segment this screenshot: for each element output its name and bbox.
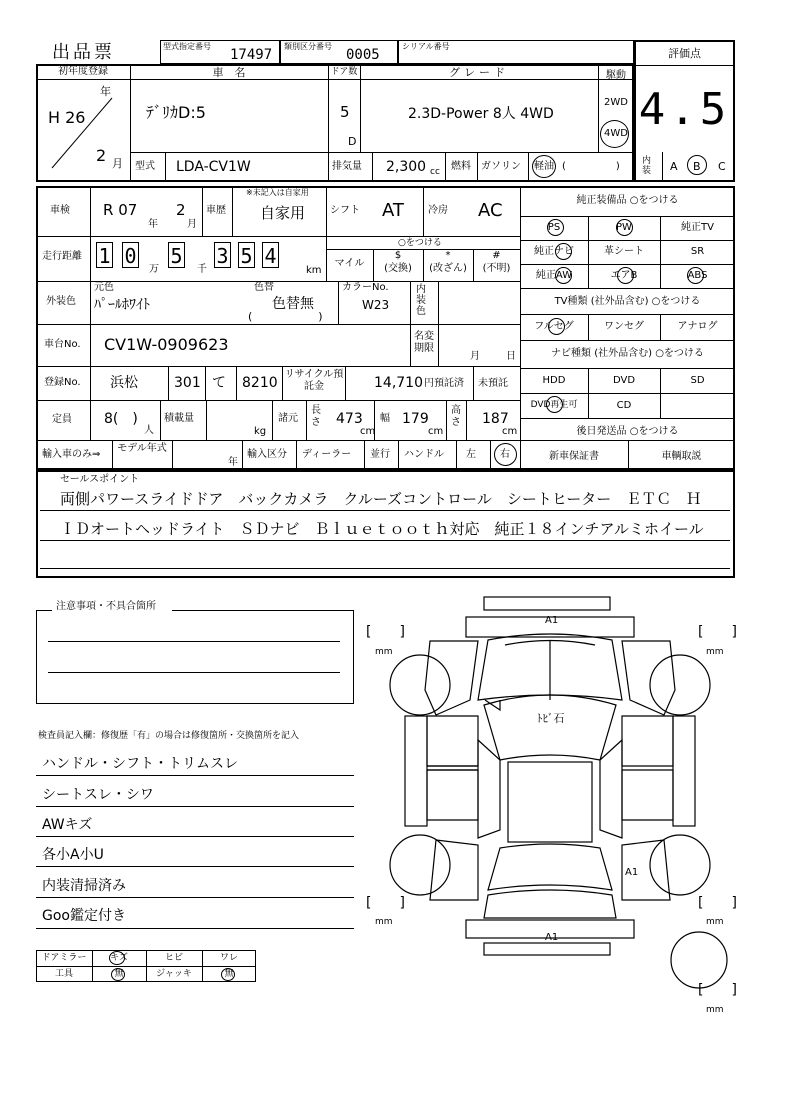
inspector-label: 検査員記入欄：修復歴「有」の場合は修復箇所・交換箇所を記入 xyxy=(38,731,300,741)
model-type: LDA-CV1W xyxy=(176,159,251,175)
load-label: 積載量 xyxy=(164,413,194,424)
mileage-opt-top: $ xyxy=(394,250,402,261)
repaint-paren: ( ) xyxy=(248,310,323,323)
interior-grade-a: A xyxy=(670,160,678,173)
equip-tv: 純正TV xyxy=(681,222,714,233)
height-value: 187 xyxy=(482,411,509,427)
width-value: 179 xyxy=(402,411,429,427)
interior-grade-c: C xyxy=(718,160,726,173)
parallel-option: 並行 xyxy=(370,449,390,460)
a1-right: A1 xyxy=(625,867,639,878)
handle-right: 右 xyxy=(500,449,510,460)
mileage-label: 走行距離 xyxy=(42,251,82,262)
name-change-label: 名変期限 xyxy=(414,331,434,354)
mm-rl: mm xyxy=(375,917,393,927)
nav-dvd: DVD xyxy=(612,375,636,386)
equip-airbag: エアB xyxy=(610,270,638,281)
height-label: 高さ xyxy=(451,405,461,428)
km-unit: km xyxy=(306,265,322,276)
bracket-rr: [ ] xyxy=(698,895,737,911)
grade-label: グレード xyxy=(449,66,509,79)
drive-2wd: 2WD xyxy=(604,97,628,108)
category-label: 類別区分番号 xyxy=(284,42,332,51)
name-change-day: 日 xyxy=(506,351,516,362)
recycle-value: 14,710 xyxy=(374,375,423,391)
inspection-era: R 07 xyxy=(103,201,138,219)
grade-value: 2.3D-Power 8人 4WD xyxy=(408,106,554,122)
length-cm: cm xyxy=(360,426,376,437)
mileage-digit: 5 xyxy=(238,242,255,268)
tv-title: TV種類 (社外品含む) ○をつける xyxy=(554,296,701,307)
length-value: 473 xyxy=(336,411,363,427)
equip-navi: 純正ナビ xyxy=(534,246,574,257)
recycle-unit: 円預託済 xyxy=(424,378,464,389)
nav-dvd-playback: DVD再生可 xyxy=(530,400,578,410)
mileage-digit: 3 xyxy=(214,242,231,268)
note-line-2: シートスレ・シワ xyxy=(42,787,154,803)
equip-sr: SR xyxy=(690,246,705,257)
handle-label: ハンドル xyxy=(404,449,444,460)
score-label: 評価点 xyxy=(668,47,701,60)
mileage-opt-bottom: マイル xyxy=(334,258,365,269)
import-label: 輸入車のみ⇒ xyxy=(42,449,101,460)
tv-fullseg: フルセグ xyxy=(534,321,574,332)
mm-spare: mm xyxy=(706,1005,724,1015)
a1-rear: A1 xyxy=(545,932,559,943)
ship-title: 後日発送品 ○をつける xyxy=(576,426,679,437)
note-line-3: AWキズ xyxy=(42,817,93,833)
repaint-value: 色替無 xyxy=(272,296,314,312)
sen-unit: 千 xyxy=(197,264,207,275)
recycle-label: リサイクル預託金 xyxy=(284,369,344,392)
doors-label: ドア数 xyxy=(330,67,358,77)
model-year-unit: 年 xyxy=(228,457,238,468)
mileage-opt-bottom: (不明) xyxy=(482,263,511,274)
equipment-title: 純正装備品 ○をつける xyxy=(576,195,679,206)
nav-cd: CD xyxy=(616,400,632,411)
mileage-digit: 4 xyxy=(262,242,279,268)
bracket-fr: [ ] xyxy=(698,624,737,640)
orig-color-label: 元色 xyxy=(94,282,114,293)
first-reg-era: H 26 xyxy=(48,108,86,127)
mirror-crack: ヒビ xyxy=(164,953,183,963)
name-change-month: 月 xyxy=(470,351,480,362)
mirror-break: ワレ xyxy=(219,953,238,963)
inspection-month: 2 xyxy=(176,201,186,219)
a1-front: A1 xyxy=(545,615,559,626)
first-reg-year-unit: 年 xyxy=(100,85,111,98)
displacement-label: 排気量 xyxy=(332,161,362,172)
mileage-opt-bottom: (交換) xyxy=(384,263,412,274)
bracket-spare: [ ] xyxy=(698,982,737,998)
document-title: 出品票 xyxy=(52,42,115,63)
mileage-digit: 0 xyxy=(122,242,139,268)
color-label: 外装色 xyxy=(46,296,76,307)
car-name: ﾃﾞﾘｶD:5 xyxy=(146,103,206,122)
reg-kana: て xyxy=(212,375,226,391)
note-line-1: ハンドル・シフト・トリムスレ xyxy=(42,756,238,772)
mileage-opt-top: # xyxy=(492,250,501,261)
shift-value: AT xyxy=(382,200,404,221)
color-code-label: カラーNo. xyxy=(342,282,389,293)
notes-label: 注意事項・不具合箇所 xyxy=(56,601,156,612)
doors-value: 5 xyxy=(340,103,350,121)
fuel-gasoline: ガソリン xyxy=(481,161,521,172)
ac-label: 冷房 xyxy=(428,205,448,216)
model-code-value: 17497 xyxy=(230,47,273,63)
note-line-4: 各小A小U xyxy=(42,847,104,863)
reg-number: 8210 xyxy=(242,375,278,391)
recycle-status: 未預託 xyxy=(478,378,508,389)
door-type: D xyxy=(348,135,357,148)
chassis-label: 車台No. xyxy=(44,339,81,350)
mm-fl: mm xyxy=(375,647,393,657)
sales-line-2: ＩＤオートヘッドライト ＳＤナビ Ｂｌｕｅｔｏｏｔｈ対応 純正１８インチアルミホイール xyxy=(60,520,704,538)
mileage-mark-note: ○をつける xyxy=(398,238,442,248)
displacement-value: 2,300 xyxy=(386,159,427,175)
length-label: 長さ xyxy=(311,405,321,428)
cc-unit: cc xyxy=(430,167,440,177)
capacity-unit: 人 xyxy=(144,425,154,436)
mm-rr: mm xyxy=(706,917,724,927)
dims-label: 諸元 xyxy=(278,413,298,424)
reg-class: 301 xyxy=(174,375,201,391)
color-code: W23 xyxy=(362,298,390,312)
kg-unit: kg xyxy=(254,426,267,437)
mm-fr: mm xyxy=(706,647,724,657)
drive-4wd: 4WD xyxy=(604,128,628,139)
equip-ps: PS xyxy=(547,222,561,233)
width-label: 幅 xyxy=(380,413,390,424)
inspection-month-unit: 月 xyxy=(187,219,197,230)
first-reg-month-unit: 月 xyxy=(112,157,123,170)
dealer-option: ディーラー xyxy=(302,449,352,460)
mirror-label: ドアミラー xyxy=(41,953,87,963)
interior-label: 内装 xyxy=(642,156,652,176)
mileage-digit: 1 xyxy=(96,242,113,268)
nav-sd: SD xyxy=(690,375,705,386)
category-value: 0005 xyxy=(346,47,380,63)
width-cm: cm xyxy=(428,426,444,437)
model-year-label: モデル年式 xyxy=(117,443,167,454)
tools-value: 無 xyxy=(114,969,124,979)
ac-value: AC xyxy=(478,200,503,221)
model-code-label: 型式指定番号 xyxy=(163,42,211,51)
model-type-label: 型式 xyxy=(135,161,155,172)
bracket-rl: [ ] xyxy=(366,895,405,911)
sales-line-1: 両側パワースライドドア バックカメラ クルーズコントロール シートヒーター ＥＴＣ Ｈ xyxy=(60,490,702,508)
first-reg-label: 初年度登録 xyxy=(58,66,108,77)
inspection-year-unit: 年 xyxy=(148,219,158,230)
history-value: 自家用 xyxy=(260,204,306,222)
mileage-opt-bottom: (改ざん) xyxy=(429,263,467,274)
handle-left: 左 xyxy=(466,449,476,460)
height-cm: cm xyxy=(502,426,518,437)
first-reg-month: 2 xyxy=(96,146,107,165)
ship-warranty: 新車保証書 xyxy=(549,451,599,462)
reg-area: 浜松 xyxy=(110,375,138,391)
shift-label: シフト xyxy=(330,205,360,216)
note-line-6: Goo鑑定付き xyxy=(42,908,126,924)
man-unit: 万 xyxy=(149,264,159,275)
mirror-scratch: キズ xyxy=(110,953,128,963)
fuel-label: 燃料 xyxy=(451,161,471,172)
chassis-number: CV1W-0909623 xyxy=(104,335,229,354)
fuel-other: ( ) xyxy=(562,161,620,172)
jack-label: ジャッキ xyxy=(156,969,192,979)
interior-color-label: 内装色 xyxy=(416,284,426,317)
interior-grade-b: B xyxy=(693,160,701,173)
tv-oneseg: ワンセグ xyxy=(604,321,644,332)
sales-points-label: セールスポイント xyxy=(60,474,140,485)
tools-label: 工具 xyxy=(54,969,73,979)
tv-analog: アナログ xyxy=(677,321,718,332)
nav-title: ナビ種類 (社外品含む) ○をつける xyxy=(551,348,704,359)
fuel-diesel: 軽油 xyxy=(534,161,554,172)
orig-color: ﾊﾟｰﾙﾎﾜｲﾄ xyxy=(94,297,150,313)
equip-abs: ABS xyxy=(687,270,708,281)
nav-hdd: HDD xyxy=(542,375,566,386)
repaint-label: 色替 xyxy=(254,282,274,293)
jack-value: 無 xyxy=(224,969,234,979)
capacity-label: 定員 xyxy=(52,414,72,425)
import-category-label: 輸入区分 xyxy=(247,449,287,460)
chip-note: ﾄﾋﾞ石 xyxy=(537,712,565,725)
equip-aw: 純正AW xyxy=(535,270,573,281)
inspection-label: 車検 xyxy=(50,205,70,216)
equip-leather: 革シート xyxy=(604,246,644,257)
history-label: 車歴 xyxy=(206,205,226,216)
mileage-opt-top: * xyxy=(445,250,451,261)
equip-pw: PW xyxy=(616,222,632,233)
registration-label: 登録No. xyxy=(44,377,81,388)
note-line-5: 内装清掃済み xyxy=(42,878,126,894)
car-name-label: 車 名 xyxy=(212,66,246,79)
mileage-digit: 5 xyxy=(168,242,185,268)
drive-label: 駆動 xyxy=(606,70,626,81)
ship-manual: 車輌取説 xyxy=(661,451,702,462)
bracket-fl: [ ] xyxy=(366,624,405,640)
history-note: ※未記入は自家用 xyxy=(246,188,309,197)
capacity-value: 8( ) xyxy=(104,411,138,427)
serial-label: シリアル番号 xyxy=(402,42,450,51)
score-value: 4.5 xyxy=(638,84,731,135)
